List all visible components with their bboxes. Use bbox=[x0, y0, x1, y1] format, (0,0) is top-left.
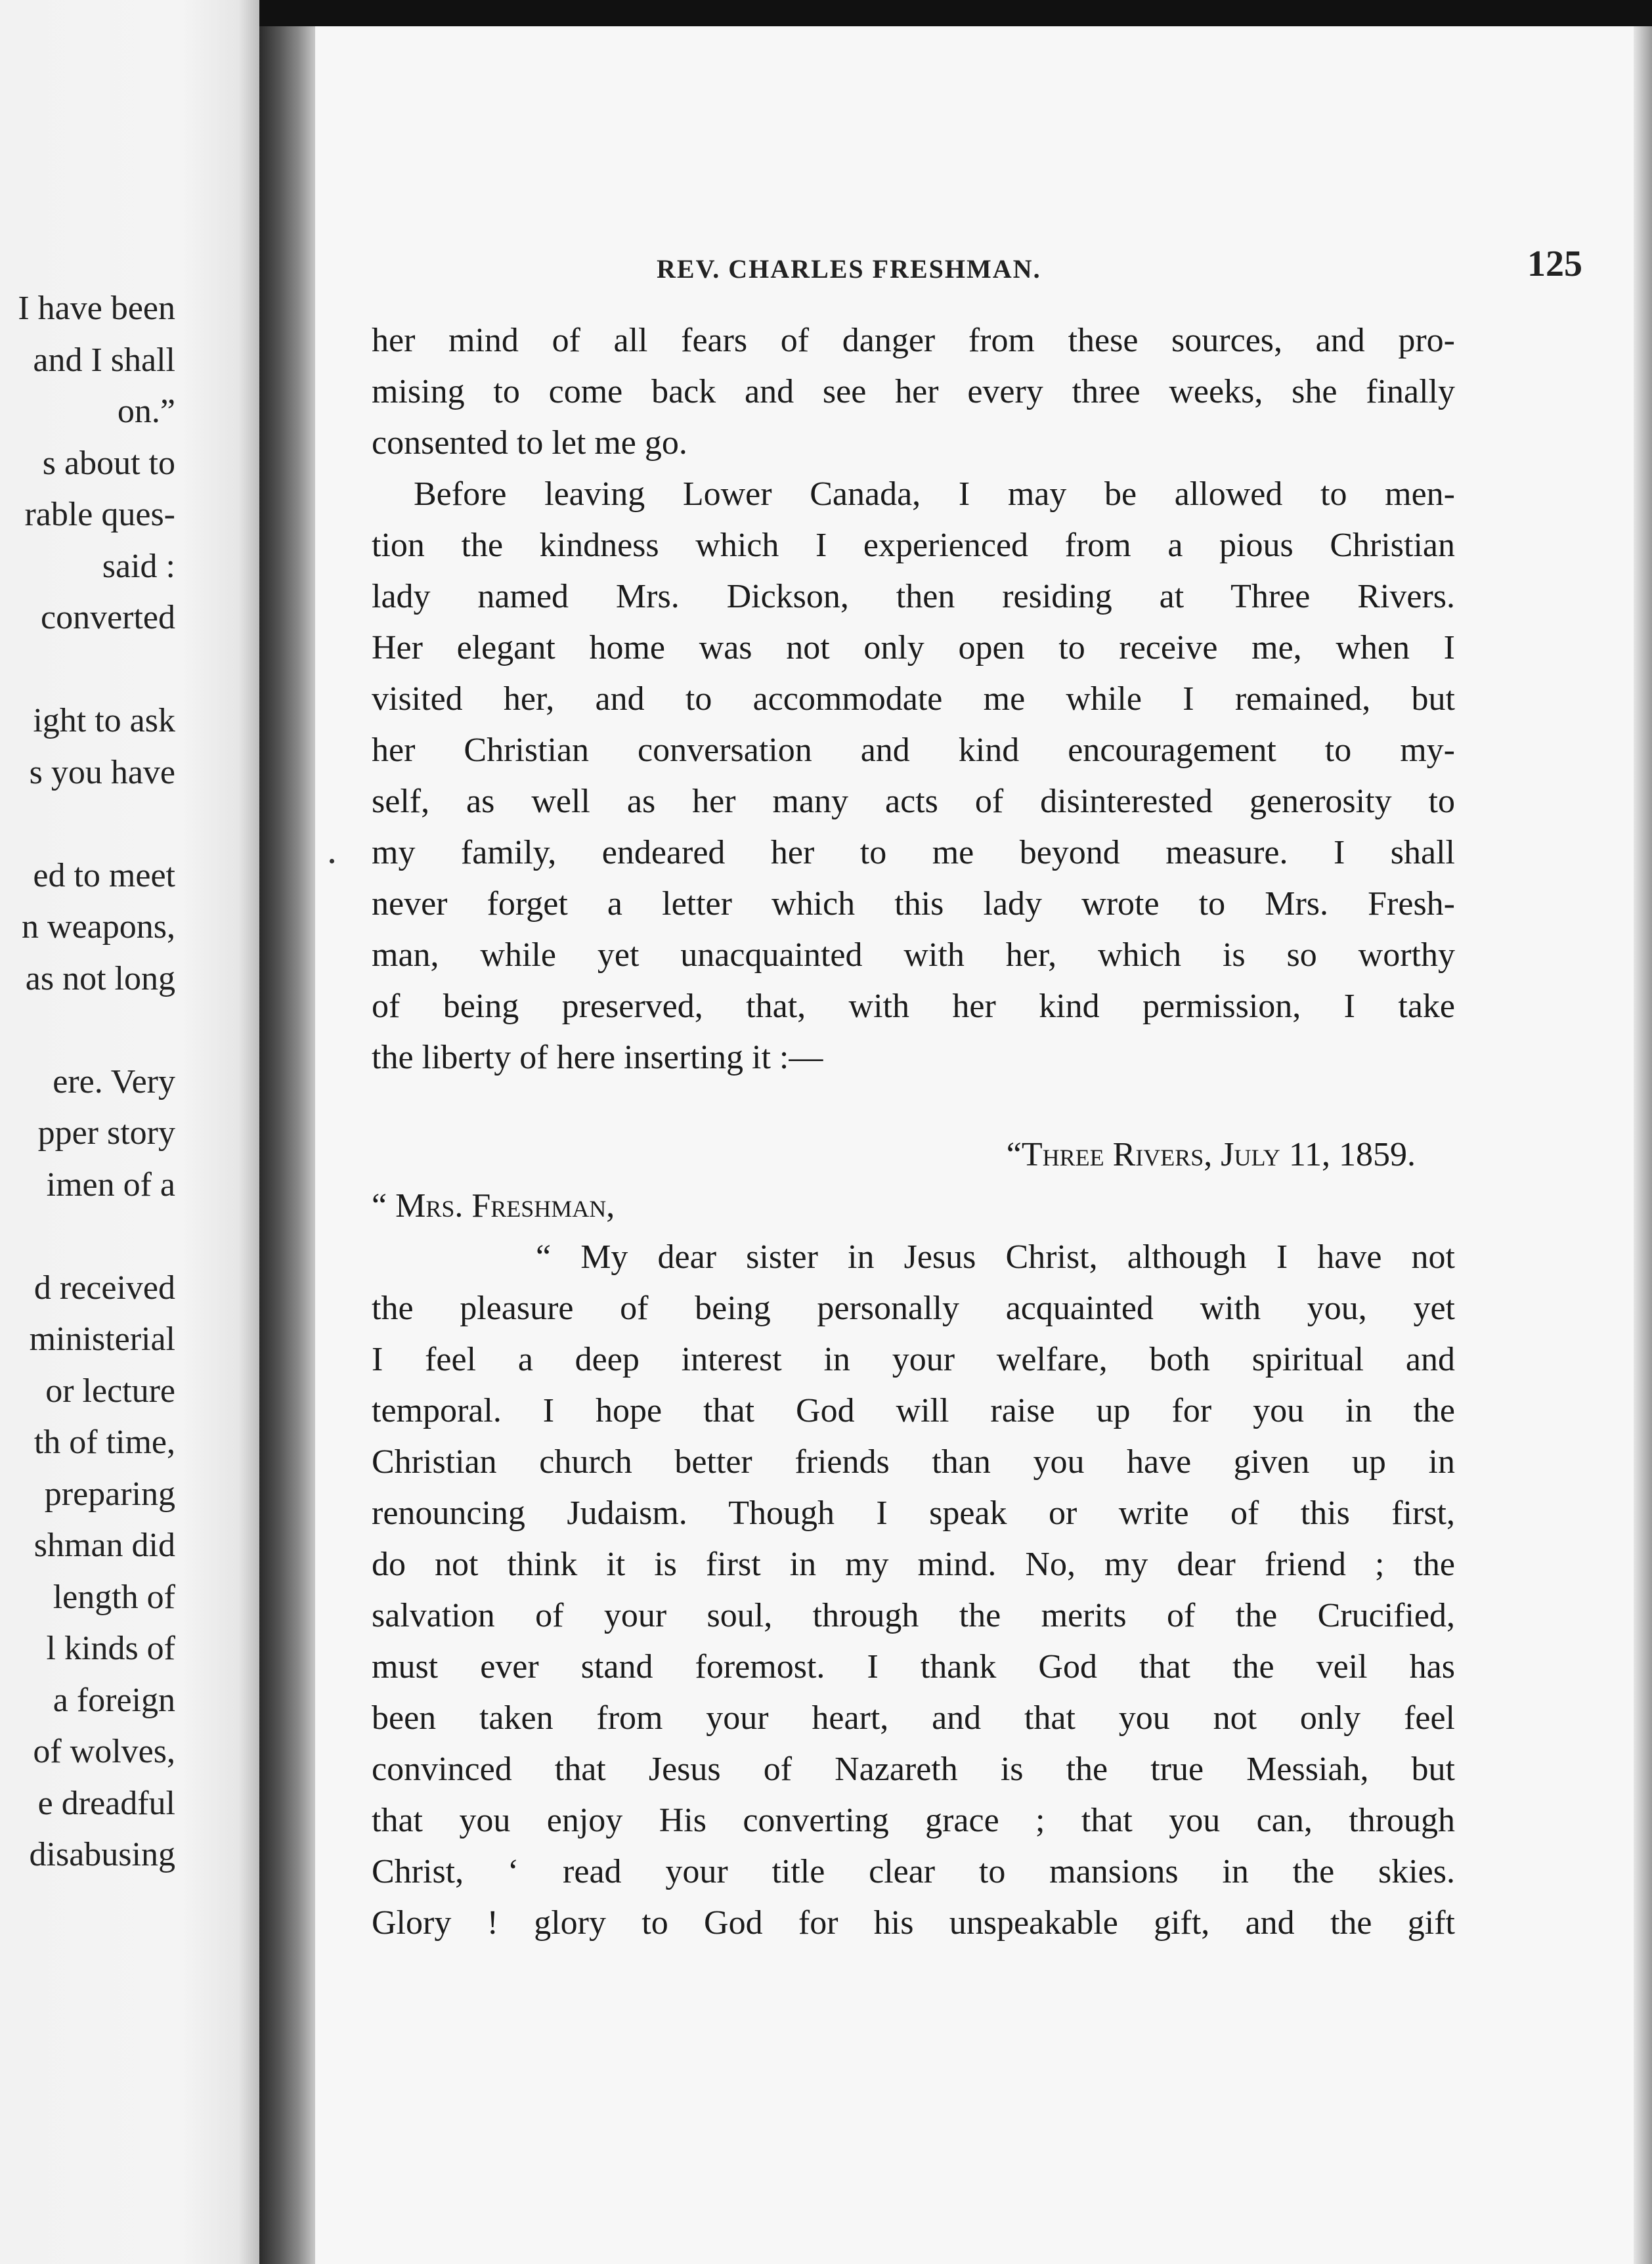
left-page-line: rable ques- bbox=[24, 496, 175, 533]
page-number: 125 bbox=[1527, 244, 1582, 284]
left-page-line: l kinds of bbox=[46, 1630, 175, 1667]
page-edge bbox=[1634, 26, 1652, 2264]
text-line: temporal. I hope that God will raise up for you in the bbox=[372, 1392, 1455, 1429]
text-line: mising to come back and see her every three weeks, she finally bbox=[372, 373, 1455, 410]
right-page bbox=[315, 26, 1652, 2264]
text-line: man, while yet unacquainted with her, which is so worthy bbox=[372, 936, 1455, 974]
left-page-line: and I shall bbox=[33, 341, 175, 379]
left-page-line: ight to ask bbox=[33, 702, 175, 739]
left-page-line: length of bbox=[53, 1578, 175, 1616]
left-page-line: n weapons, bbox=[22, 908, 175, 946]
text-line: Christian church better friends than you have given up in bbox=[372, 1443, 1455, 1481]
text-line: I feel a deep interest in your welfare, both spiritual and bbox=[372, 1341, 1455, 1378]
text-line: never forget a letter which this lady wrote to Mrs. Fresh- bbox=[372, 885, 1455, 923]
text-line: Christ, ‘ read your title clear to mansions in the skies. bbox=[372, 1853, 1455, 1890]
left-page-line: pper story bbox=[37, 1114, 175, 1152]
text-line: the pleasure of being personally acquainted with you, yet bbox=[372, 1290, 1455, 1327]
left-page-line: s you have bbox=[29, 753, 175, 791]
left-page-line: I have been bbox=[18, 290, 175, 327]
text-line: my family, endeared her to me beyond measure. I shall bbox=[372, 834, 1455, 871]
left-page-line: or lecture bbox=[45, 1372, 175, 1410]
left-page-line: converted bbox=[40, 599, 175, 636]
text-line: salvation of your soul, through the merits of the Crucified, bbox=[372, 1597, 1455, 1634]
text-line: “ My dear sister in Jesus Christ, although I have not bbox=[536, 1238, 1455, 1276]
page-header bbox=[657, 243, 1582, 295]
text-line: Her elegant home was not only open to receive me, when I bbox=[372, 629, 1455, 666]
paragraph-gap bbox=[372, 1083, 1455, 1129]
text-line: must ever stand foremost. I thank God that the veil has bbox=[372, 1648, 1455, 1686]
left-page-line: preparing bbox=[44, 1475, 175, 1513]
left-page-line: as not long bbox=[25, 959, 175, 997]
left-page-line: ministerial bbox=[29, 1320, 175, 1358]
text-line: Glory ! glory to God for his unspeakable gift, and the gift bbox=[372, 1904, 1455, 1942]
left-page-line: on.” bbox=[117, 393, 175, 430]
text-line: convinced that Jesus of Nazareth is the true Messiah, but bbox=[372, 1751, 1455, 1788]
letter-salutation: “ Mrs. Freshman, bbox=[372, 1187, 615, 1225]
left-page-line: imen of a bbox=[46, 1165, 175, 1204]
text-line: lady named Mrs. Dickson, then residing at Three Rivers. bbox=[372, 578, 1455, 615]
margin-speck bbox=[330, 859, 334, 863]
left-page-line: e dreadful bbox=[37, 1784, 175, 1822]
left-page-line: s about to bbox=[42, 444, 175, 482]
left-page-line: of wolves, bbox=[33, 1733, 175, 1770]
left-page-line: d received bbox=[33, 1269, 175, 1307]
left-page-line: said : bbox=[102, 547, 175, 585]
text-line: that you enjoy His converting grace ; that you can, through bbox=[372, 1802, 1455, 1839]
left-page-line: ed to meet bbox=[33, 856, 175, 894]
running-head: REV. CHARLES FRESHMAN. bbox=[657, 254, 1041, 284]
text-line: do not think it is first in my mind. No, my dear friend ; the bbox=[372, 1546, 1455, 1583]
body-text bbox=[372, 315, 1455, 1949]
text-line: renouncing Judaism. Though I speak or write of this first, bbox=[372, 1494, 1455, 1532]
left-page-line: shman did bbox=[33, 1527, 175, 1564]
left-facing-page bbox=[0, 0, 259, 2264]
text-line: tion the kindness which I experienced from a pious Christian bbox=[372, 527, 1455, 564]
text-line: consented to let me go. bbox=[372, 424, 687, 462]
text-line: her mind of all fears of danger from these sources, and pro- bbox=[372, 322, 1455, 359]
text-line: been taken from your heart, and that you not only feel bbox=[372, 1699, 1455, 1737]
book-gutter-shadow bbox=[259, 26, 315, 2264]
text-line: of being preserved, that, with her kind permission, I take bbox=[372, 988, 1455, 1025]
letter-dateline: “Three Rivers, July 11, 1859. bbox=[1006, 1136, 1416, 1173]
text-line: self, as well as her many acts of disinterested generosity to bbox=[372, 783, 1455, 820]
text-line: the liberty of here inserting it :— bbox=[372, 1039, 823, 1076]
text-line: Before leaving Lower Canada, I may be allowed to men- bbox=[414, 475, 1455, 513]
text-line: her Christian conversation and kind encouragement to my- bbox=[372, 731, 1455, 769]
left-page-line: ere. Very bbox=[53, 1062, 175, 1100]
left-page-line: disabusing bbox=[29, 1836, 175, 1873]
left-page-line: a foreign bbox=[53, 1681, 175, 1719]
text-line: visited her, and to accommodate me while I remained, but bbox=[372, 680, 1455, 718]
left-page-line: th of time, bbox=[33, 1424, 175, 1461]
